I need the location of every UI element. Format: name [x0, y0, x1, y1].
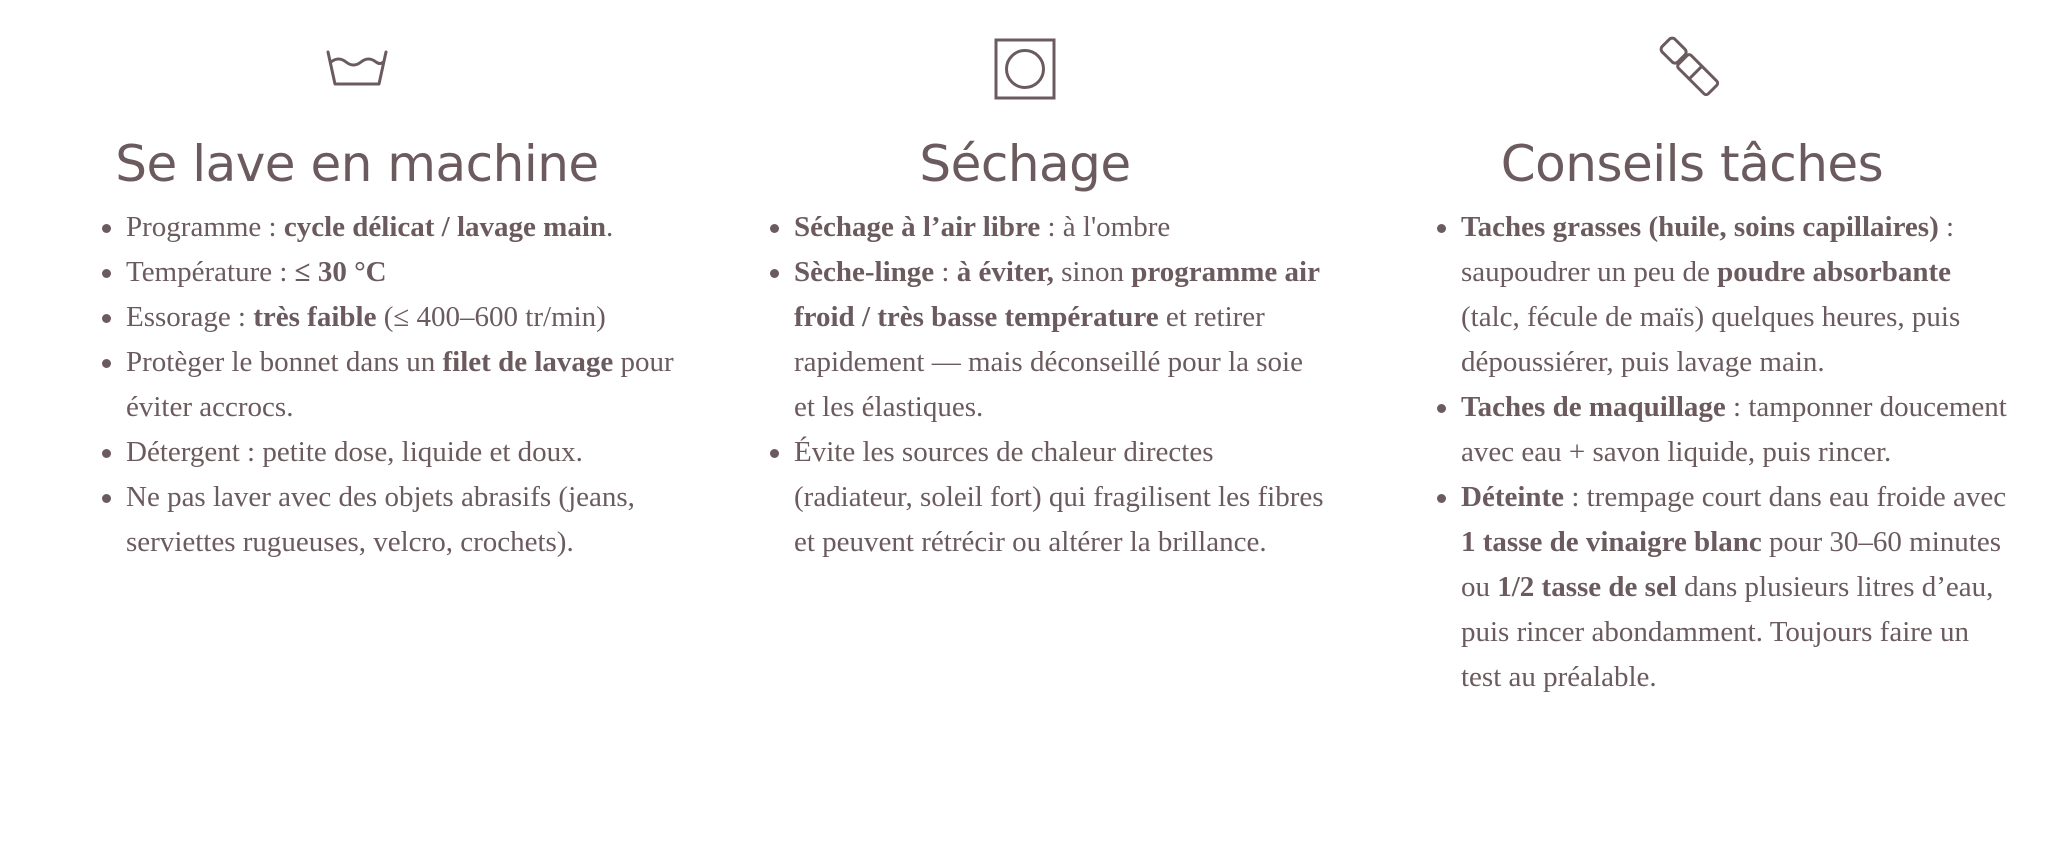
- bold-text: Taches de maquillage: [1461, 391, 1726, 423]
- list-item: [1461, 205, 2016, 385]
- bold-text: cycle délicat / lavage main: [283, 211, 607, 243]
- text: Essorage :: [126, 301, 254, 333]
- bold-text: programme air froid / très basse température: [794, 256, 1320, 333]
- text: Température :: [126, 256, 295, 288]
- instruction-list: [760, 205, 1324, 565]
- text: : à l'ombre: [1040, 211, 1171, 243]
- bold-text: 1 tasse de vinaigre blanc: [1461, 526, 1762, 558]
- section-title: Conseils tâches: [1500, 135, 1884, 193]
- text: Évite les sources de chaleur directes (radiateur, soleil fort) qui fragilisent les fibres et peuvent rétrécir ou altérer la brillance.: [794, 436, 1324, 558]
- section-title: Se lave en machine: [115, 135, 599, 193]
- list-item: [794, 250, 1324, 430]
- text: Détergent : petite dose, liquide et doux.: [126, 436, 583, 468]
- text: (talc, fécule de maïs) quelques heures, puis dépoussiérer, puis lavage main.: [1461, 301, 1961, 378]
- text: : trempage court dans eau froide avec: [1564, 481, 2007, 513]
- text: pour éviter accrocs.: [126, 346, 674, 423]
- stain-stick-icon: [1657, 34, 1727, 104]
- text: sinon: [1053, 256, 1132, 288]
- list-item: [1461, 385, 2016, 475]
- text: Ne pas laver avec des objets abrasifs (jeans, serviettes rugueuses, velcro, crochets).: [126, 481, 635, 558]
- list-item: [1461, 475, 2016, 700]
- section-title: Séchage: [919, 135, 1131, 193]
- list-item: [126, 250, 686, 295]
- text: (≤ 400–600 tr/min): [376, 301, 606, 333]
- text: dans plusieurs litres d’eau, puis rincer abondamment. Toujours faire un test au préalable.: [1461, 571, 1994, 693]
- bold-text: Déteinte: [1461, 481, 1565, 513]
- bold-text: poudre absorbante: [1717, 256, 1952, 288]
- bold-text: ≤ 30 °C: [294, 256, 387, 288]
- section-stain-tips: [1427, 0, 2047, 860]
- bold-text: Sèche-linge: [794, 256, 935, 288]
- section-drying: [760, 0, 1380, 860]
- tumble-dry-icon: [990, 34, 1060, 104]
- instruction-list: [1427, 205, 2016, 700]
- text: pour 30–60 minutes ou: [1461, 526, 2001, 603]
- text: Protèger le bonnet dans un: [126, 346, 443, 378]
- bold-text: très faible: [253, 301, 377, 333]
- list-item: [794, 430, 1324, 565]
- list-item: [126, 340, 686, 430]
- text: : tamponner doucement avec eau + savon liquide, puis rincer.: [1461, 391, 2007, 468]
- text: .: [606, 211, 614, 243]
- text: :: [934, 256, 957, 288]
- bold-text: à éviter,: [956, 256, 1054, 288]
- list-item: [126, 205, 686, 250]
- list-item: [126, 430, 686, 475]
- instruction-list: [92, 205, 686, 565]
- text: : saupoudrer un peu de: [1461, 211, 1955, 288]
- bold-text: Séchage à l’air libre: [794, 211, 1041, 243]
- bold-text: 1/2 tasse de sel: [1497, 571, 1677, 603]
- list-item: [794, 205, 1324, 250]
- bold-text: Taches grasses (huile, soins capillaires): [1461, 211, 1939, 243]
- washing-tub-icon: [322, 34, 392, 104]
- list-item: [126, 475, 686, 565]
- text: Programme :: [126, 211, 284, 243]
- list-item: [126, 295, 686, 340]
- section-washing: [92, 0, 712, 860]
- text: et retirer rapidement — mais déconseillé pour la soie et les élastiques.: [794, 301, 1303, 423]
- bold-text: filet de lavage: [442, 346, 614, 378]
